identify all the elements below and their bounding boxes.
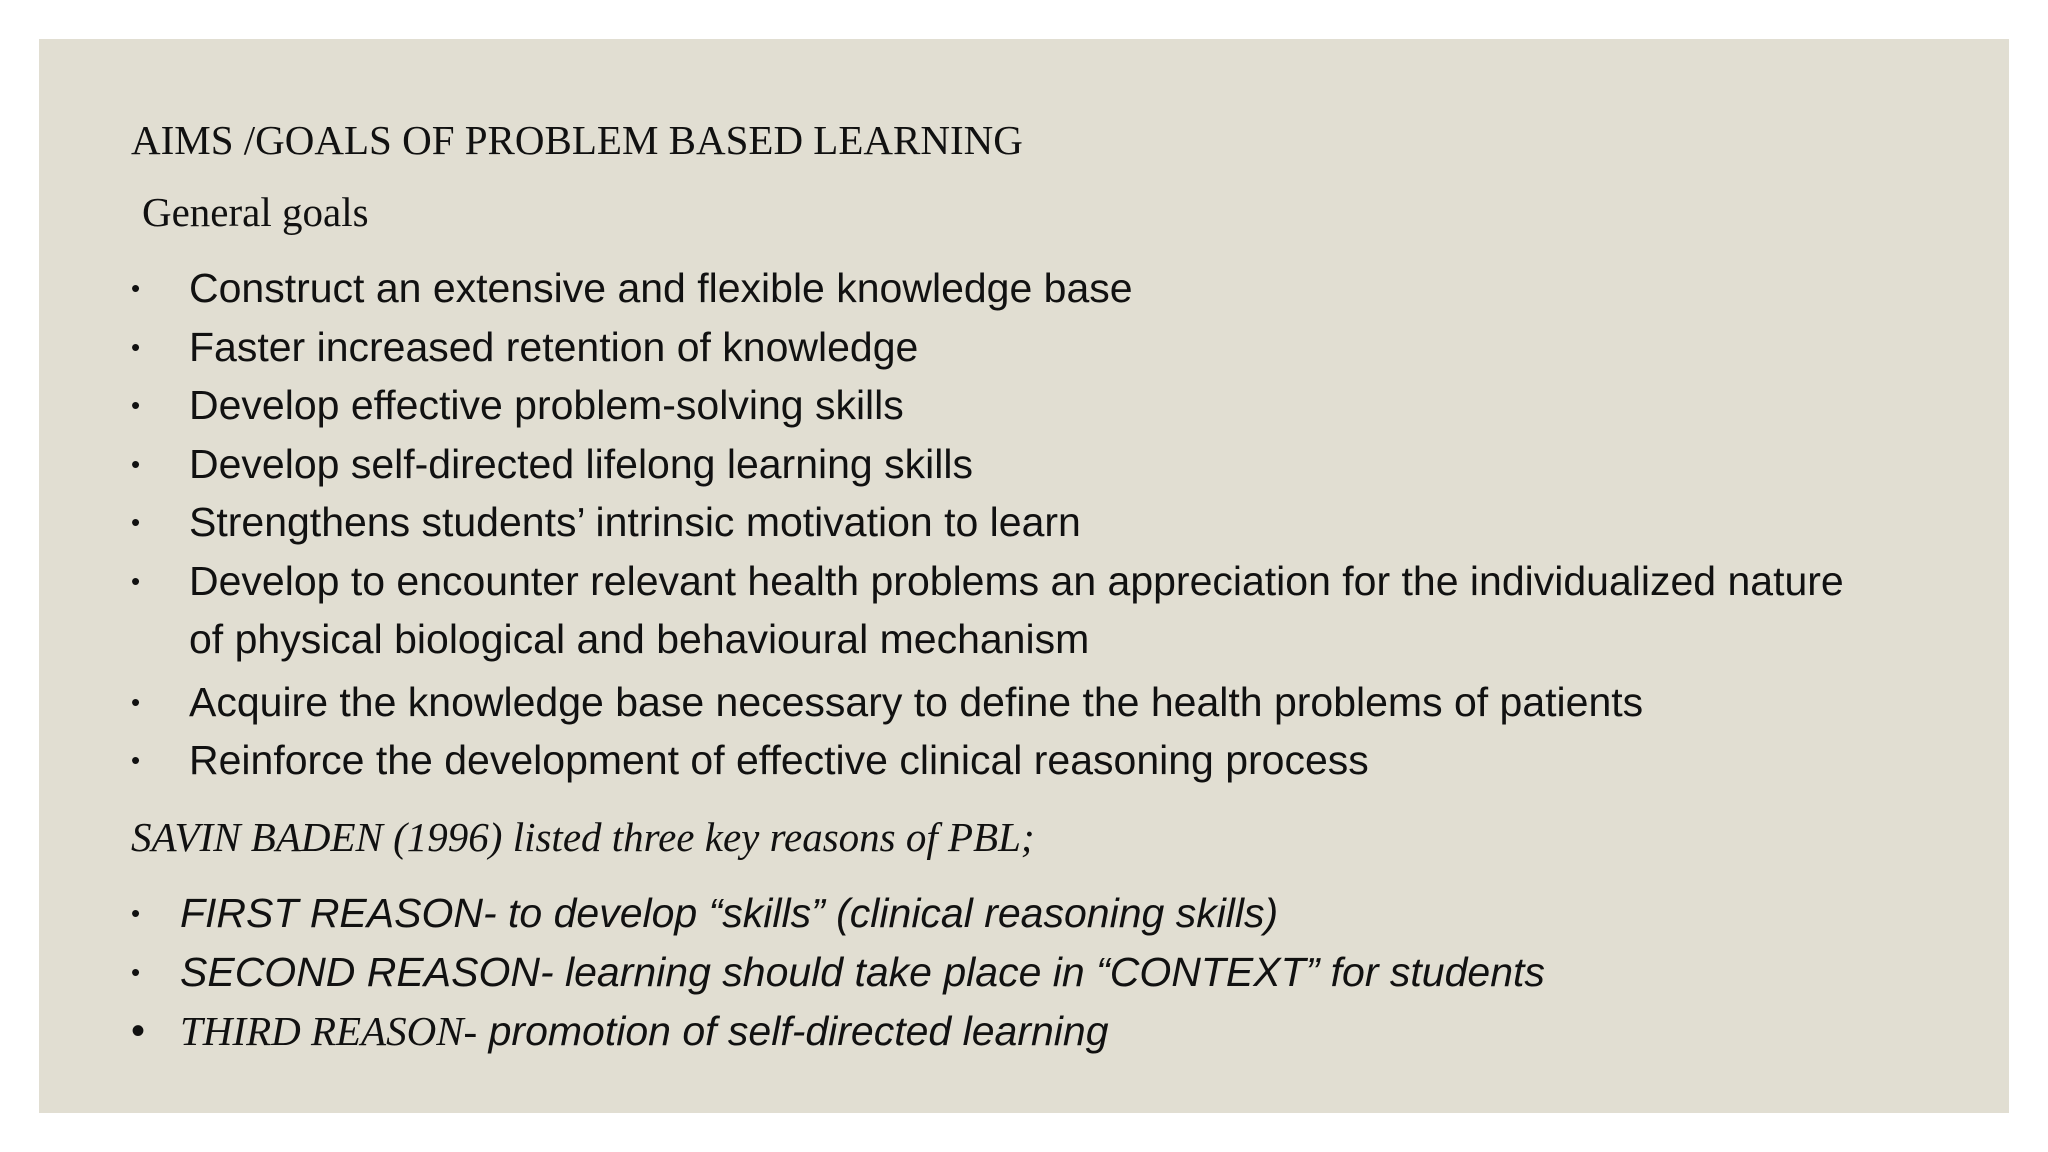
slide-title: AIMS /GOALS OF PROBLEM BASED LEARNING (131, 117, 1023, 163)
savin-baden-line: SAVIN BADEN (1996) listed three key reasons of PBL; (131, 813, 1035, 860)
list-item (131, 943, 1931, 1002)
list-item (131, 435, 1931, 494)
goals-list (131, 259, 1931, 790)
list-item (131, 318, 1931, 377)
list-item (131, 259, 1931, 318)
goal-text: Reinforce the development of effective clinical reasoning process (189, 737, 1369, 783)
bullet-icon: • (131, 686, 141, 717)
list-item (131, 731, 1931, 790)
list-item (131, 673, 1931, 732)
goal-text: Strengthens students’ intrinsic motivation to learn (189, 499, 1081, 545)
bullet-icon: • (131, 331, 141, 362)
goal-text: Develop to encounter relevant health problems an appreciation for the individualized nature of physical biological and behavioural mechanism (189, 557, 1844, 662)
bullet-icon: • (131, 390, 141, 420)
reason-text: SECOND REASON- learning should take place in “CONTEXT” for students (180, 948, 1545, 995)
bullet-icon: • (131, 565, 141, 596)
goal-text: Develop effective problem-solving skills (189, 382, 904, 428)
slide (39, 39, 2009, 1113)
reasons-list (131, 884, 1931, 1061)
list-item (131, 884, 1931, 943)
goal-text: Develop self-directed lifelong learning skills (189, 440, 973, 487)
goal-text: Faster increased retention of knowledge (189, 323, 919, 370)
bullet-icon: • (131, 1008, 146, 1053)
list-item (131, 552, 1889, 669)
reason-text: FIRST REASON- to develop “skills” (clinical reasoning skills) (180, 889, 1279, 936)
reason-text: promotion of self-directed learning (477, 1007, 1109, 1054)
slide-subtitle: General goals (142, 189, 369, 235)
goal-text: Acquire the knowledge base necessary to define the health problems of patients (189, 678, 1644, 725)
bullet-icon: • (131, 745, 141, 775)
bullet-icon: • (131, 507, 141, 537)
list-item (131, 376, 1931, 435)
slide-content (131, 115, 1931, 1061)
bullet-icon: • (131, 273, 141, 303)
list-item (131, 493, 1931, 552)
bullet-icon: • (131, 448, 141, 479)
goal-text: Construct an extensive and flexible knowledge base (189, 265, 1133, 311)
reason-lead: THIRD REASON- (180, 1007, 478, 1054)
bullet-icon: • (131, 956, 141, 987)
list-item (131, 1002, 1931, 1061)
bullet-icon: • (131, 897, 141, 928)
